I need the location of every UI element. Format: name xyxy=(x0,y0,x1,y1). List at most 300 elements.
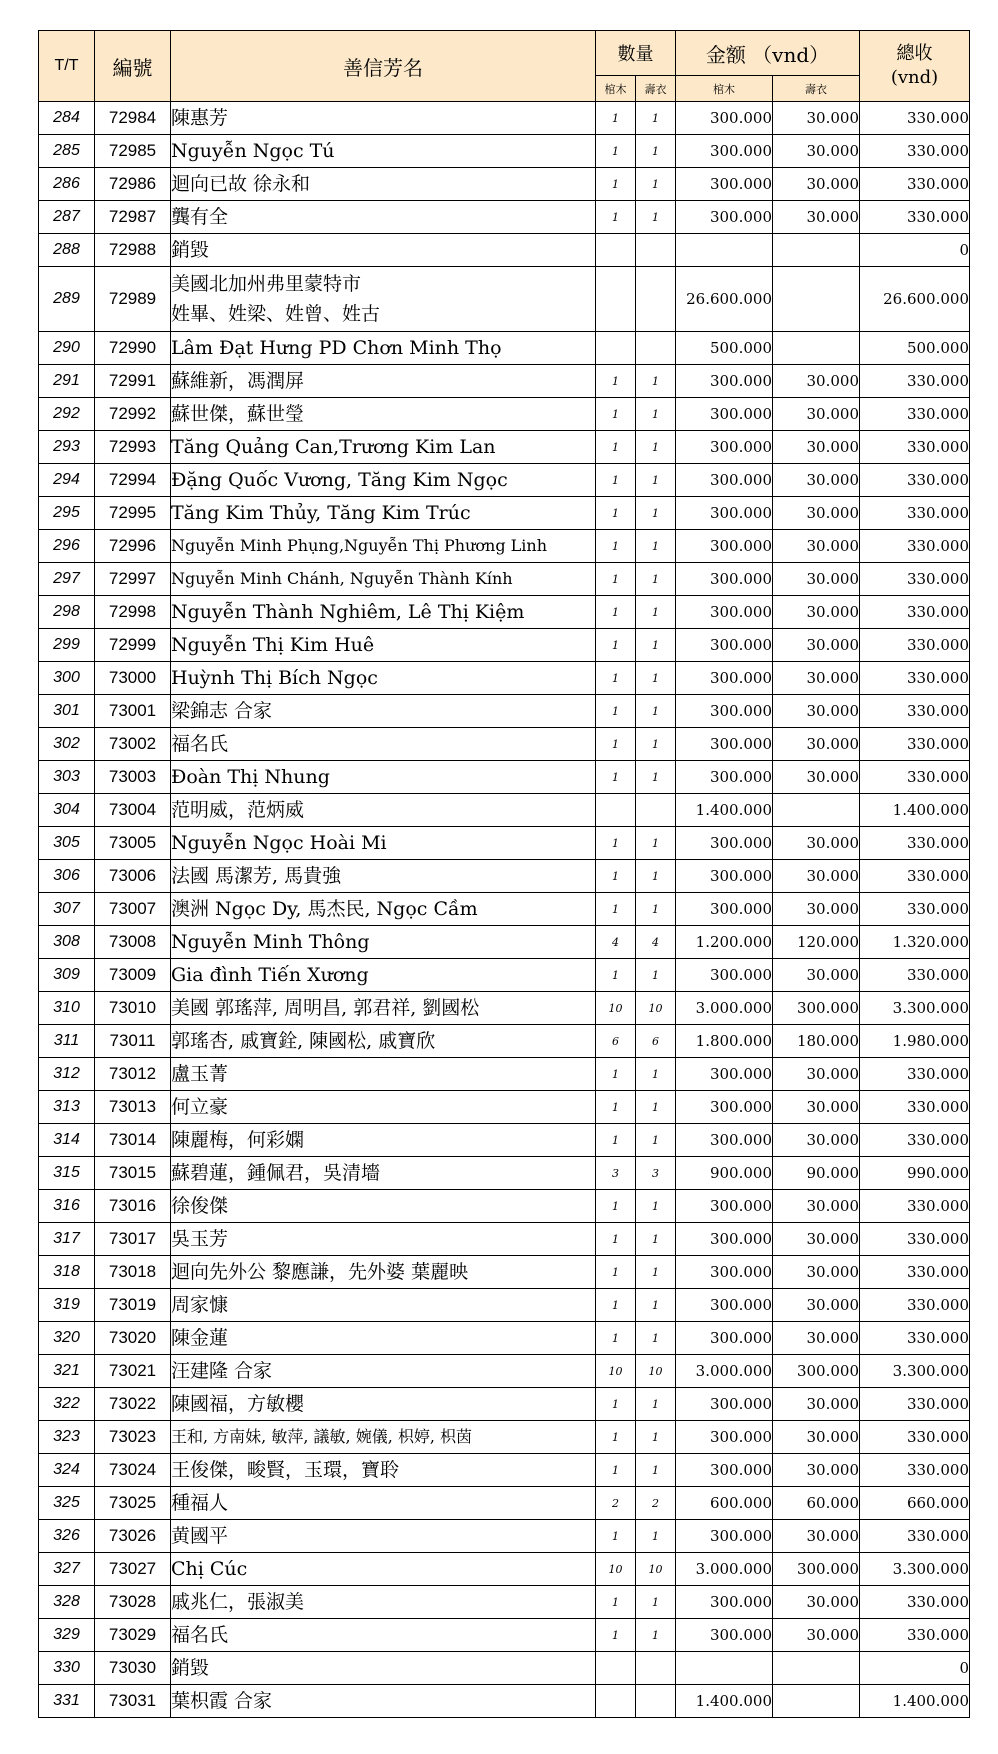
row-number: 327 xyxy=(39,1553,95,1586)
record-code: 73013 xyxy=(95,1091,171,1124)
qty-shroud: 10 xyxy=(636,992,676,1025)
record-code: 73000 xyxy=(95,662,171,695)
total-amount: 330.000 xyxy=(860,1289,970,1322)
amount-coffin: 300.000 xyxy=(676,431,773,464)
amount-coffin: 300.000 xyxy=(676,398,773,431)
amount-coffin: 300.000 xyxy=(676,497,773,530)
amount-coffin: 600.000 xyxy=(676,1487,773,1520)
donor-name xyxy=(171,761,596,794)
qty-shroud: 1 xyxy=(636,1058,676,1091)
qty-shroud: 1 xyxy=(636,761,676,794)
donor-name xyxy=(171,926,596,959)
amount-shroud: 30.000 xyxy=(773,1223,860,1256)
donor-name xyxy=(171,992,596,1025)
donor-name-line: 陳麗梅，何彩嫻 xyxy=(171,1129,305,1151)
header-amount-shroud: 壽衣 xyxy=(773,76,860,102)
qty-coffin: 1 xyxy=(596,629,636,662)
donor-name xyxy=(171,464,596,497)
table-row xyxy=(39,761,970,794)
amount-coffin: 300.000 xyxy=(676,1388,773,1421)
donor-name xyxy=(171,1454,596,1487)
amount-shroud: 30.000 xyxy=(773,662,860,695)
donor-name-line: Tăng Quảng Can,Trương Kim Lan xyxy=(171,436,496,458)
record-code: 72985 xyxy=(95,135,171,168)
amount-coffin: 1.800.000 xyxy=(676,1025,773,1058)
qty-coffin: 1 xyxy=(596,1223,636,1256)
donor-name-line: 龔有全 xyxy=(171,206,229,228)
amount-coffin: 300.000 xyxy=(676,629,773,662)
donor-name-line: Huỳnh Thị Bích Ngọc xyxy=(171,667,378,689)
donor-name-line: Nguyễn Minh Phụng,Nguyễn Thị Phương Linh xyxy=(171,536,548,555)
table-row xyxy=(39,1025,970,1058)
qty-shroud: 1 xyxy=(636,629,676,662)
qty-shroud: 1 xyxy=(636,893,676,926)
row-number: 293 xyxy=(39,431,95,464)
donor-name-line: 梁錦志 合家 xyxy=(171,700,273,722)
total-amount: 330.000 xyxy=(860,398,970,431)
donor-name xyxy=(171,201,596,234)
table-row xyxy=(39,1553,970,1586)
row-number: 315 xyxy=(39,1157,95,1190)
qty-shroud: 6 xyxy=(636,1025,676,1058)
donor-name xyxy=(171,1223,596,1256)
amount-coffin: 300.000 xyxy=(676,1289,773,1322)
total-amount: 330.000 xyxy=(860,1322,970,1355)
table-row xyxy=(39,1520,970,1553)
record-code: 72984 xyxy=(95,102,171,135)
qty-coffin xyxy=(596,1652,636,1685)
donor-name-line: 福名氏 xyxy=(171,733,229,755)
table-row xyxy=(39,1388,970,1421)
qty-coffin: 10 xyxy=(596,992,636,1025)
table-row xyxy=(39,959,970,992)
amount-shroud xyxy=(773,1685,860,1718)
row-number: 307 xyxy=(39,893,95,926)
total-amount: 3.300.000 xyxy=(860,992,970,1025)
row-number: 317 xyxy=(39,1223,95,1256)
table-row xyxy=(39,662,970,695)
table-row xyxy=(39,1421,970,1454)
total-amount: 330.000 xyxy=(860,135,970,168)
donor-name xyxy=(171,1157,596,1190)
donor-name-line: 福名氏 xyxy=(171,1624,229,1646)
record-code: 73030 xyxy=(95,1652,171,1685)
qty-shroud: 1 xyxy=(636,530,676,563)
qty-shroud: 1 xyxy=(636,563,676,596)
record-code: 73029 xyxy=(95,1619,171,1652)
donor-name-line-2: 姓畢、姓梁、姓曾、姓古 xyxy=(171,303,381,325)
donor-name-line: 陳惠芳 xyxy=(171,107,229,129)
row-number: 309 xyxy=(39,959,95,992)
table-row xyxy=(39,530,970,563)
total-amount: 330.000 xyxy=(860,596,970,629)
qty-shroud: 4 xyxy=(636,926,676,959)
total-amount: 330.000 xyxy=(860,1421,970,1454)
donor-name xyxy=(171,893,596,926)
donor-name-line: Đặng Quốc Vương, Tăng Kim Ngọc xyxy=(171,469,508,491)
record-code: 73002 xyxy=(95,728,171,761)
row-number: 297 xyxy=(39,563,95,596)
donor-name-line: 盧玉菁 xyxy=(171,1063,229,1085)
amount-shroud: 30.000 xyxy=(773,1256,860,1289)
row-number: 308 xyxy=(39,926,95,959)
donor-name xyxy=(171,267,596,332)
qty-coffin: 1 xyxy=(596,464,636,497)
row-number: 306 xyxy=(39,860,95,893)
amount-shroud: 30.000 xyxy=(773,596,860,629)
total-amount: 330.000 xyxy=(860,1520,970,1553)
table-row xyxy=(39,1124,970,1157)
total-amount: 330.000 xyxy=(860,1091,970,1124)
row-number: 323 xyxy=(39,1421,95,1454)
row-number: 295 xyxy=(39,497,95,530)
donor-name xyxy=(171,1421,596,1454)
header-total-label: 總收 xyxy=(896,43,933,64)
total-amount: 990.000 xyxy=(860,1157,970,1190)
amount-coffin: 300.000 xyxy=(676,365,773,398)
donor-name-line: 美國北加州弗里蒙特市 xyxy=(171,273,362,295)
amount-shroud xyxy=(773,267,860,332)
qty-coffin: 1 xyxy=(596,398,636,431)
donor-name xyxy=(171,530,596,563)
amount-shroud: 30.000 xyxy=(773,1586,860,1619)
donor-name xyxy=(171,860,596,893)
total-amount: 330.000 xyxy=(860,662,970,695)
record-code: 72995 xyxy=(95,497,171,530)
total-amount: 330.000 xyxy=(860,728,970,761)
record-code: 73031 xyxy=(95,1685,171,1718)
header-total-unit: (vnd) xyxy=(890,67,939,88)
amount-coffin: 300.000 xyxy=(676,464,773,497)
donor-name-line: 銷毀 xyxy=(171,239,210,261)
amount-shroud: 30.000 xyxy=(773,464,860,497)
row-number: 322 xyxy=(39,1388,95,1421)
amount-coffin: 300.000 xyxy=(676,1454,773,1487)
qty-shroud: 1 xyxy=(636,102,676,135)
table-row xyxy=(39,629,970,662)
qty-coffin: 10 xyxy=(596,1553,636,1586)
qty-coffin: 1 xyxy=(596,365,636,398)
row-number: 328 xyxy=(39,1586,95,1619)
qty-shroud: 1 xyxy=(636,1289,676,1322)
table-row xyxy=(39,1058,970,1091)
qty-coffin: 6 xyxy=(596,1025,636,1058)
record-code: 73020 xyxy=(95,1322,171,1355)
donor-name xyxy=(171,431,596,464)
qty-coffin: 1 xyxy=(596,563,636,596)
donor-name xyxy=(171,563,596,596)
total-amount: 330.000 xyxy=(860,1190,970,1223)
donor-name xyxy=(171,1256,596,1289)
table-row xyxy=(39,1454,970,1487)
donor-name-line: Gia đình Tiến Xương xyxy=(171,964,369,986)
donor-name-line: Tăng Kim Thủy, Tăng Kim Trúc xyxy=(171,502,471,524)
record-code: 73025 xyxy=(95,1487,171,1520)
qty-coffin: 1 xyxy=(596,1091,636,1124)
amount-shroud xyxy=(773,234,860,267)
total-amount: 330.000 xyxy=(860,168,970,201)
row-number: 313 xyxy=(39,1091,95,1124)
qty-shroud: 1 xyxy=(636,1190,676,1223)
qty-shroud: 1 xyxy=(636,1454,676,1487)
total-amount: 1.980.000 xyxy=(860,1025,970,1058)
qty-coffin xyxy=(596,267,636,332)
amount-shroud: 30.000 xyxy=(773,431,860,464)
donor-name xyxy=(171,1091,596,1124)
amount-coffin: 300.000 xyxy=(676,761,773,794)
row-number: 286 xyxy=(39,168,95,201)
table-row xyxy=(39,1289,970,1322)
amount-coffin: 900.000 xyxy=(676,1157,773,1190)
qty-coffin: 1 xyxy=(596,168,636,201)
row-number: 329 xyxy=(39,1619,95,1652)
row-number: 303 xyxy=(39,761,95,794)
qty-coffin xyxy=(596,794,636,827)
total-amount: 330.000 xyxy=(860,1388,970,1421)
amount-coffin: 3.000.000 xyxy=(676,1553,773,1586)
qty-shroud: 1 xyxy=(636,1091,676,1124)
header-qty-shroud: 壽衣 xyxy=(636,76,676,102)
donor-name xyxy=(171,629,596,662)
amount-coffin xyxy=(676,234,773,267)
table-header xyxy=(39,31,970,102)
total-amount: 330.000 xyxy=(860,893,970,926)
row-number: 300 xyxy=(39,662,95,695)
table-row xyxy=(39,1487,970,1520)
amount-coffin: 1.400.000 xyxy=(676,794,773,827)
record-code: 72987 xyxy=(95,201,171,234)
total-amount: 330.000 xyxy=(860,431,970,464)
table-row xyxy=(39,464,970,497)
total-amount: 330.000 xyxy=(860,563,970,596)
amount-shroud: 30.000 xyxy=(773,761,860,794)
total-amount: 1.400.000 xyxy=(860,794,970,827)
amount-shroud: 30.000 xyxy=(773,1322,860,1355)
total-amount: 330.000 xyxy=(860,1256,970,1289)
table-body xyxy=(39,102,970,1718)
donor-name xyxy=(171,1685,596,1718)
qty-coffin: 1 xyxy=(596,431,636,464)
qty-shroud: 1 xyxy=(636,168,676,201)
qty-coffin: 1 xyxy=(596,1421,636,1454)
qty-coffin: 1 xyxy=(596,1520,636,1553)
donor-name xyxy=(171,1652,596,1685)
amount-coffin: 300.000 xyxy=(676,135,773,168)
donor-name xyxy=(171,1586,596,1619)
record-code: 73024 xyxy=(95,1454,171,1487)
donor-name-line: 何立豪 xyxy=(171,1096,229,1118)
total-amount: 330.000 xyxy=(860,1058,970,1091)
amount-shroud: 30.000 xyxy=(773,1619,860,1652)
row-number: 301 xyxy=(39,695,95,728)
amount-shroud xyxy=(773,1652,860,1685)
row-number: 298 xyxy=(39,596,95,629)
table-row xyxy=(39,1091,970,1124)
donor-name-line: Nguyễn Ngọc Tú xyxy=(171,140,335,162)
amount-coffin: 300.000 xyxy=(676,1058,773,1091)
row-number: 287 xyxy=(39,201,95,234)
qty-coffin: 1 xyxy=(596,728,636,761)
table-row xyxy=(39,234,970,267)
qty-coffin: 1 xyxy=(596,827,636,860)
qty-coffin: 1 xyxy=(596,1454,636,1487)
amount-coffin: 300.000 xyxy=(676,695,773,728)
record-code: 73008 xyxy=(95,926,171,959)
record-code: 72996 xyxy=(95,530,171,563)
record-code: 72992 xyxy=(95,398,171,431)
qty-coffin: 1 xyxy=(596,1190,636,1223)
qty-coffin: 1 xyxy=(596,1322,636,1355)
table-row xyxy=(39,267,970,332)
record-code: 72991 xyxy=(95,365,171,398)
record-code: 72993 xyxy=(95,431,171,464)
row-number: 318 xyxy=(39,1256,95,1289)
qty-shroud: 1 xyxy=(636,1586,676,1619)
amount-shroud: 30.000 xyxy=(773,530,860,563)
row-number: 320 xyxy=(39,1322,95,1355)
amount-shroud: 30.000 xyxy=(773,102,860,135)
table-row xyxy=(39,926,970,959)
row-number: 310 xyxy=(39,992,95,1025)
row-number: 304 xyxy=(39,794,95,827)
qty-shroud: 3 xyxy=(636,1157,676,1190)
record-code: 73001 xyxy=(95,695,171,728)
amount-shroud: 30.000 xyxy=(773,1388,860,1421)
table-row xyxy=(39,332,970,365)
table-row xyxy=(39,992,970,1025)
total-amount: 3.300.000 xyxy=(860,1355,970,1388)
amount-shroud: 30.000 xyxy=(773,728,860,761)
donor-name xyxy=(171,497,596,530)
donor-name xyxy=(171,1355,596,1388)
donor-name xyxy=(171,1322,596,1355)
qty-shroud: 1 xyxy=(636,365,676,398)
qty-shroud: 1 xyxy=(636,1256,676,1289)
amount-coffin: 300.000 xyxy=(676,1322,773,1355)
donor-name xyxy=(171,1025,596,1058)
qty-shroud: 10 xyxy=(636,1355,676,1388)
amount-coffin: 3.000.000 xyxy=(676,1355,773,1388)
total-amount: 330.000 xyxy=(860,201,970,234)
record-code: 73007 xyxy=(95,893,171,926)
header-amount-coffin: 棺木 xyxy=(676,76,773,102)
qty-coffin: 1 xyxy=(596,1388,636,1421)
table-row xyxy=(39,794,970,827)
donor-name-line: Chị Cúc xyxy=(171,1558,248,1580)
qty-coffin: 1 xyxy=(596,201,636,234)
record-code: 73016 xyxy=(95,1190,171,1223)
qty-coffin: 1 xyxy=(596,596,636,629)
qty-shroud xyxy=(636,234,676,267)
header-quantity: 數量 xyxy=(596,31,676,76)
table-row xyxy=(39,135,970,168)
row-number: 319 xyxy=(39,1289,95,1322)
total-amount: 330.000 xyxy=(860,761,970,794)
record-code: 72989 xyxy=(95,267,171,332)
qty-shroud xyxy=(636,332,676,365)
amount-shroud: 30.000 xyxy=(773,860,860,893)
qty-coffin: 1 xyxy=(596,860,636,893)
amount-shroud: 30.000 xyxy=(773,497,860,530)
amount-coffin xyxy=(676,1652,773,1685)
amount-coffin: 300.000 xyxy=(676,1223,773,1256)
qty-shroud xyxy=(636,1652,676,1685)
amount-coffin: 1.400.000 xyxy=(676,1685,773,1718)
qty-shroud: 2 xyxy=(636,1487,676,1520)
donor-name xyxy=(171,728,596,761)
amount-shroud: 30.000 xyxy=(773,695,860,728)
qty-coffin: 3 xyxy=(596,1157,636,1190)
qty-shroud xyxy=(636,1685,676,1718)
donor-name-line: 徐俊傑 xyxy=(171,1195,229,1217)
donor-name xyxy=(171,1388,596,1421)
amount-shroud: 30.000 xyxy=(773,1454,860,1487)
qty-coffin: 1 xyxy=(596,497,636,530)
qty-coffin: 1 xyxy=(596,1289,636,1322)
amount-coffin: 300.000 xyxy=(676,201,773,234)
record-code: 73004 xyxy=(95,794,171,827)
row-number: 331 xyxy=(39,1685,95,1718)
table-row xyxy=(39,102,970,135)
qty-coffin: 10 xyxy=(596,1355,636,1388)
table-row xyxy=(39,728,970,761)
table-row xyxy=(39,431,970,464)
total-amount: 330.000 xyxy=(860,1124,970,1157)
amount-coffin: 300.000 xyxy=(676,827,773,860)
table-row xyxy=(39,1322,970,1355)
amount-coffin: 1.200.000 xyxy=(676,926,773,959)
donor-name xyxy=(171,596,596,629)
amount-coffin: 26.600.000 xyxy=(676,267,773,332)
header-name: 善信芳名 xyxy=(171,31,596,102)
total-amount: 1.320.000 xyxy=(860,926,970,959)
qty-coffin: 4 xyxy=(596,926,636,959)
qty-shroud: 10 xyxy=(636,1553,676,1586)
record-code: 73012 xyxy=(95,1058,171,1091)
total-amount: 330.000 xyxy=(860,365,970,398)
table-row xyxy=(39,1256,970,1289)
donor-name-line: 法國 馬潔芳, 馬貴強 xyxy=(171,865,342,887)
total-amount: 330.000 xyxy=(860,1454,970,1487)
qty-coffin xyxy=(596,332,636,365)
record-code: 73027 xyxy=(95,1553,171,1586)
donor-name-line: 蘇世傑，蘇世瑩 xyxy=(171,403,305,425)
donor-name-line: 迴向先外公 黎應謙，先外婆 葉麗映 xyxy=(171,1261,469,1283)
record-code: 72999 xyxy=(95,629,171,662)
amount-coffin: 300.000 xyxy=(676,1421,773,1454)
total-amount: 330.000 xyxy=(860,497,970,530)
table-row xyxy=(39,365,970,398)
total-amount: 660.000 xyxy=(860,1487,970,1520)
record-code: 73003 xyxy=(95,761,171,794)
row-number: 294 xyxy=(39,464,95,497)
donor-name xyxy=(171,102,596,135)
donation-ledger-table xyxy=(38,30,970,1718)
table-row xyxy=(39,827,970,860)
row-number: 285 xyxy=(39,135,95,168)
record-code: 73006 xyxy=(95,860,171,893)
row-number: 288 xyxy=(39,234,95,267)
row-number: 325 xyxy=(39,1487,95,1520)
record-code: 73022 xyxy=(95,1388,171,1421)
total-amount: 0 xyxy=(860,1652,970,1685)
qty-coffin: 1 xyxy=(596,662,636,695)
record-code: 73010 xyxy=(95,992,171,1025)
amount-shroud: 30.000 xyxy=(773,1091,860,1124)
donor-name-line: 美國 郭瑤萍, 周明昌, 郭君祥, 劉國松 xyxy=(171,997,480,1019)
donor-name-line: 周家慷 xyxy=(171,1294,229,1316)
total-amount: 330.000 xyxy=(860,629,970,662)
